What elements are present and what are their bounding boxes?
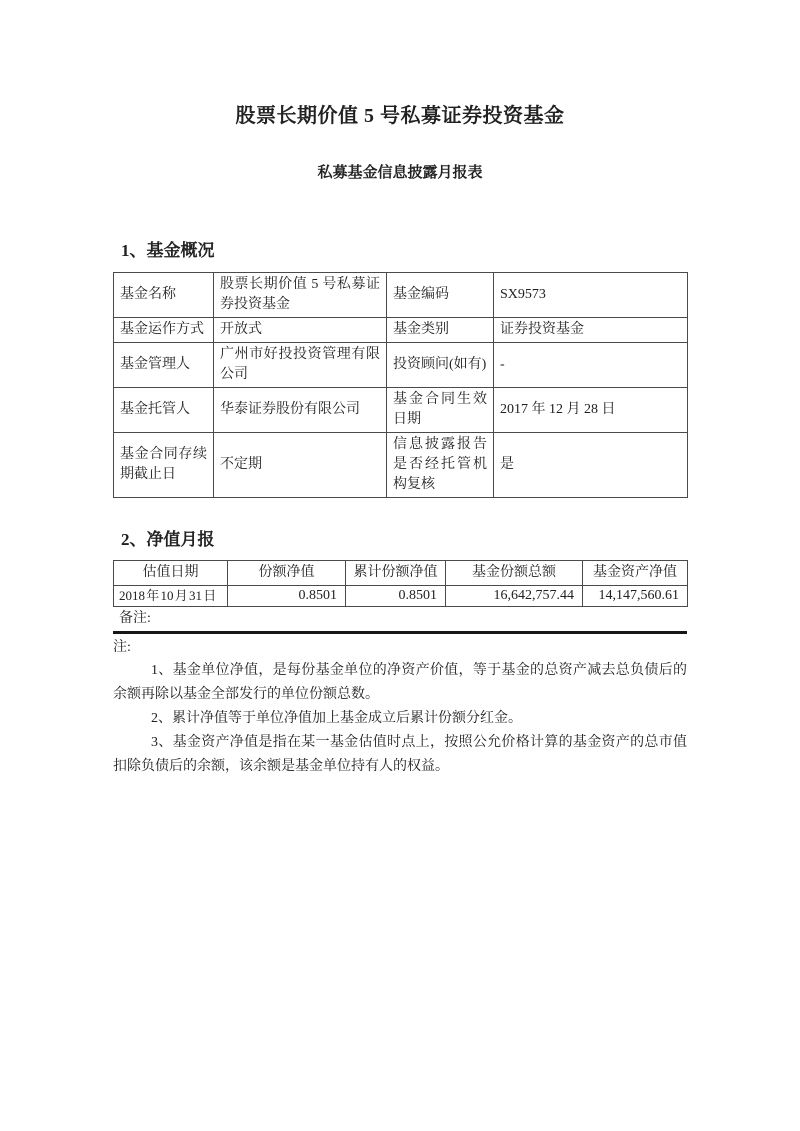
table-row bbox=[114, 388, 688, 433]
valuation-date-cell: 2018 年 10 月 31 日 bbox=[114, 586, 228, 607]
column-header-cumulative-unit-nav: 累计份额净值 bbox=[346, 561, 446, 586]
value-cell: 广州市好投投资管理有限公司 bbox=[214, 343, 387, 388]
value-cell: - bbox=[494, 343, 688, 388]
label-cell: 基金管理人 bbox=[114, 343, 214, 388]
table-row bbox=[114, 433, 688, 498]
label-cell: 基金合同生效日期 bbox=[387, 388, 494, 433]
fund-overview-table bbox=[113, 272, 688, 498]
table-header-row bbox=[114, 561, 688, 586]
table-row bbox=[114, 343, 688, 388]
value-cell: 2017 年 12 月 28 日 bbox=[494, 388, 688, 433]
value-cell: SX9573 bbox=[494, 273, 688, 318]
label-cell: 基金编码 bbox=[387, 273, 494, 318]
value-cell: 不定期 bbox=[214, 433, 387, 498]
note-item: 2、累计净值等于单位净值加上基金成立后累计份额分红金。 bbox=[151, 711, 522, 726]
value-cell: 证券投资基金 bbox=[494, 318, 688, 343]
column-header-unit-nav: 份额净值 bbox=[228, 561, 346, 586]
column-header-valuation-date: 估值日期 bbox=[114, 561, 228, 586]
table-row bbox=[114, 586, 688, 607]
remark-row bbox=[113, 607, 687, 634]
table-row bbox=[114, 273, 688, 318]
label-cell: 基金名称 bbox=[114, 273, 214, 318]
doc-title: 股票长期价值 5 号私募证券投资基金 bbox=[235, 105, 565, 127]
value-cell: 开放式 bbox=[214, 318, 387, 343]
doc-subtitle: 私募基金信息披露月报表 bbox=[317, 165, 483, 181]
label-cell: 投资顾问(如有) bbox=[387, 343, 494, 388]
section-heading-fund-overview: 1、基金概况 bbox=[121, 241, 215, 260]
label-cell: 基金托管人 bbox=[114, 388, 214, 433]
total-fund-shares-cell: 16,642,757.44 bbox=[446, 586, 583, 607]
value-cell: 股票长期价值 5 号私募证券投资基金 bbox=[214, 273, 387, 318]
table-row bbox=[114, 318, 688, 343]
label-cell: 基金类别 bbox=[387, 318, 494, 343]
notes-section bbox=[113, 637, 687, 779]
section-heading-nav-report: 2、净值月报 bbox=[121, 530, 215, 549]
value-cell: 是 bbox=[494, 433, 688, 498]
nav-monthly-table bbox=[113, 560, 688, 607]
label-cell: 基金合同存续期截止日 bbox=[114, 433, 214, 498]
net-asset-value-cell: 14,147,560.61 bbox=[583, 586, 688, 607]
label-cell: 信息披露报告是否经托管机构复核 bbox=[387, 433, 494, 498]
unit-nav-cell: 0.8501 bbox=[228, 586, 346, 607]
notes-label: 注: bbox=[113, 640, 131, 655]
report-page bbox=[113, 103, 687, 779]
cumulative-unit-nav-cell: 0.8501 bbox=[346, 586, 446, 607]
note-item: 1、基金单位净值，是每份基金单位的净资产价值，等于基金的总资产减去总负债后的余额再除以基金全部发行的单位份额总数。 bbox=[113, 663, 687, 702]
value-cell: 华泰证券股份有限公司 bbox=[214, 388, 387, 433]
label-cell: 基金运作方式 bbox=[114, 318, 214, 343]
remark-label: 备注: bbox=[119, 611, 151, 626]
note-item: 3、基金资产净值是指在某一基金估值时点上，按照公允价格计算的基金资产的总市值扣除负债后的余额，该余额是基金单位持有人的权益。 bbox=[113, 735, 687, 774]
column-header-total-fund-shares: 基金份额总额 bbox=[446, 561, 583, 586]
column-header-net-asset-value: 基金资产净值 bbox=[583, 561, 688, 586]
